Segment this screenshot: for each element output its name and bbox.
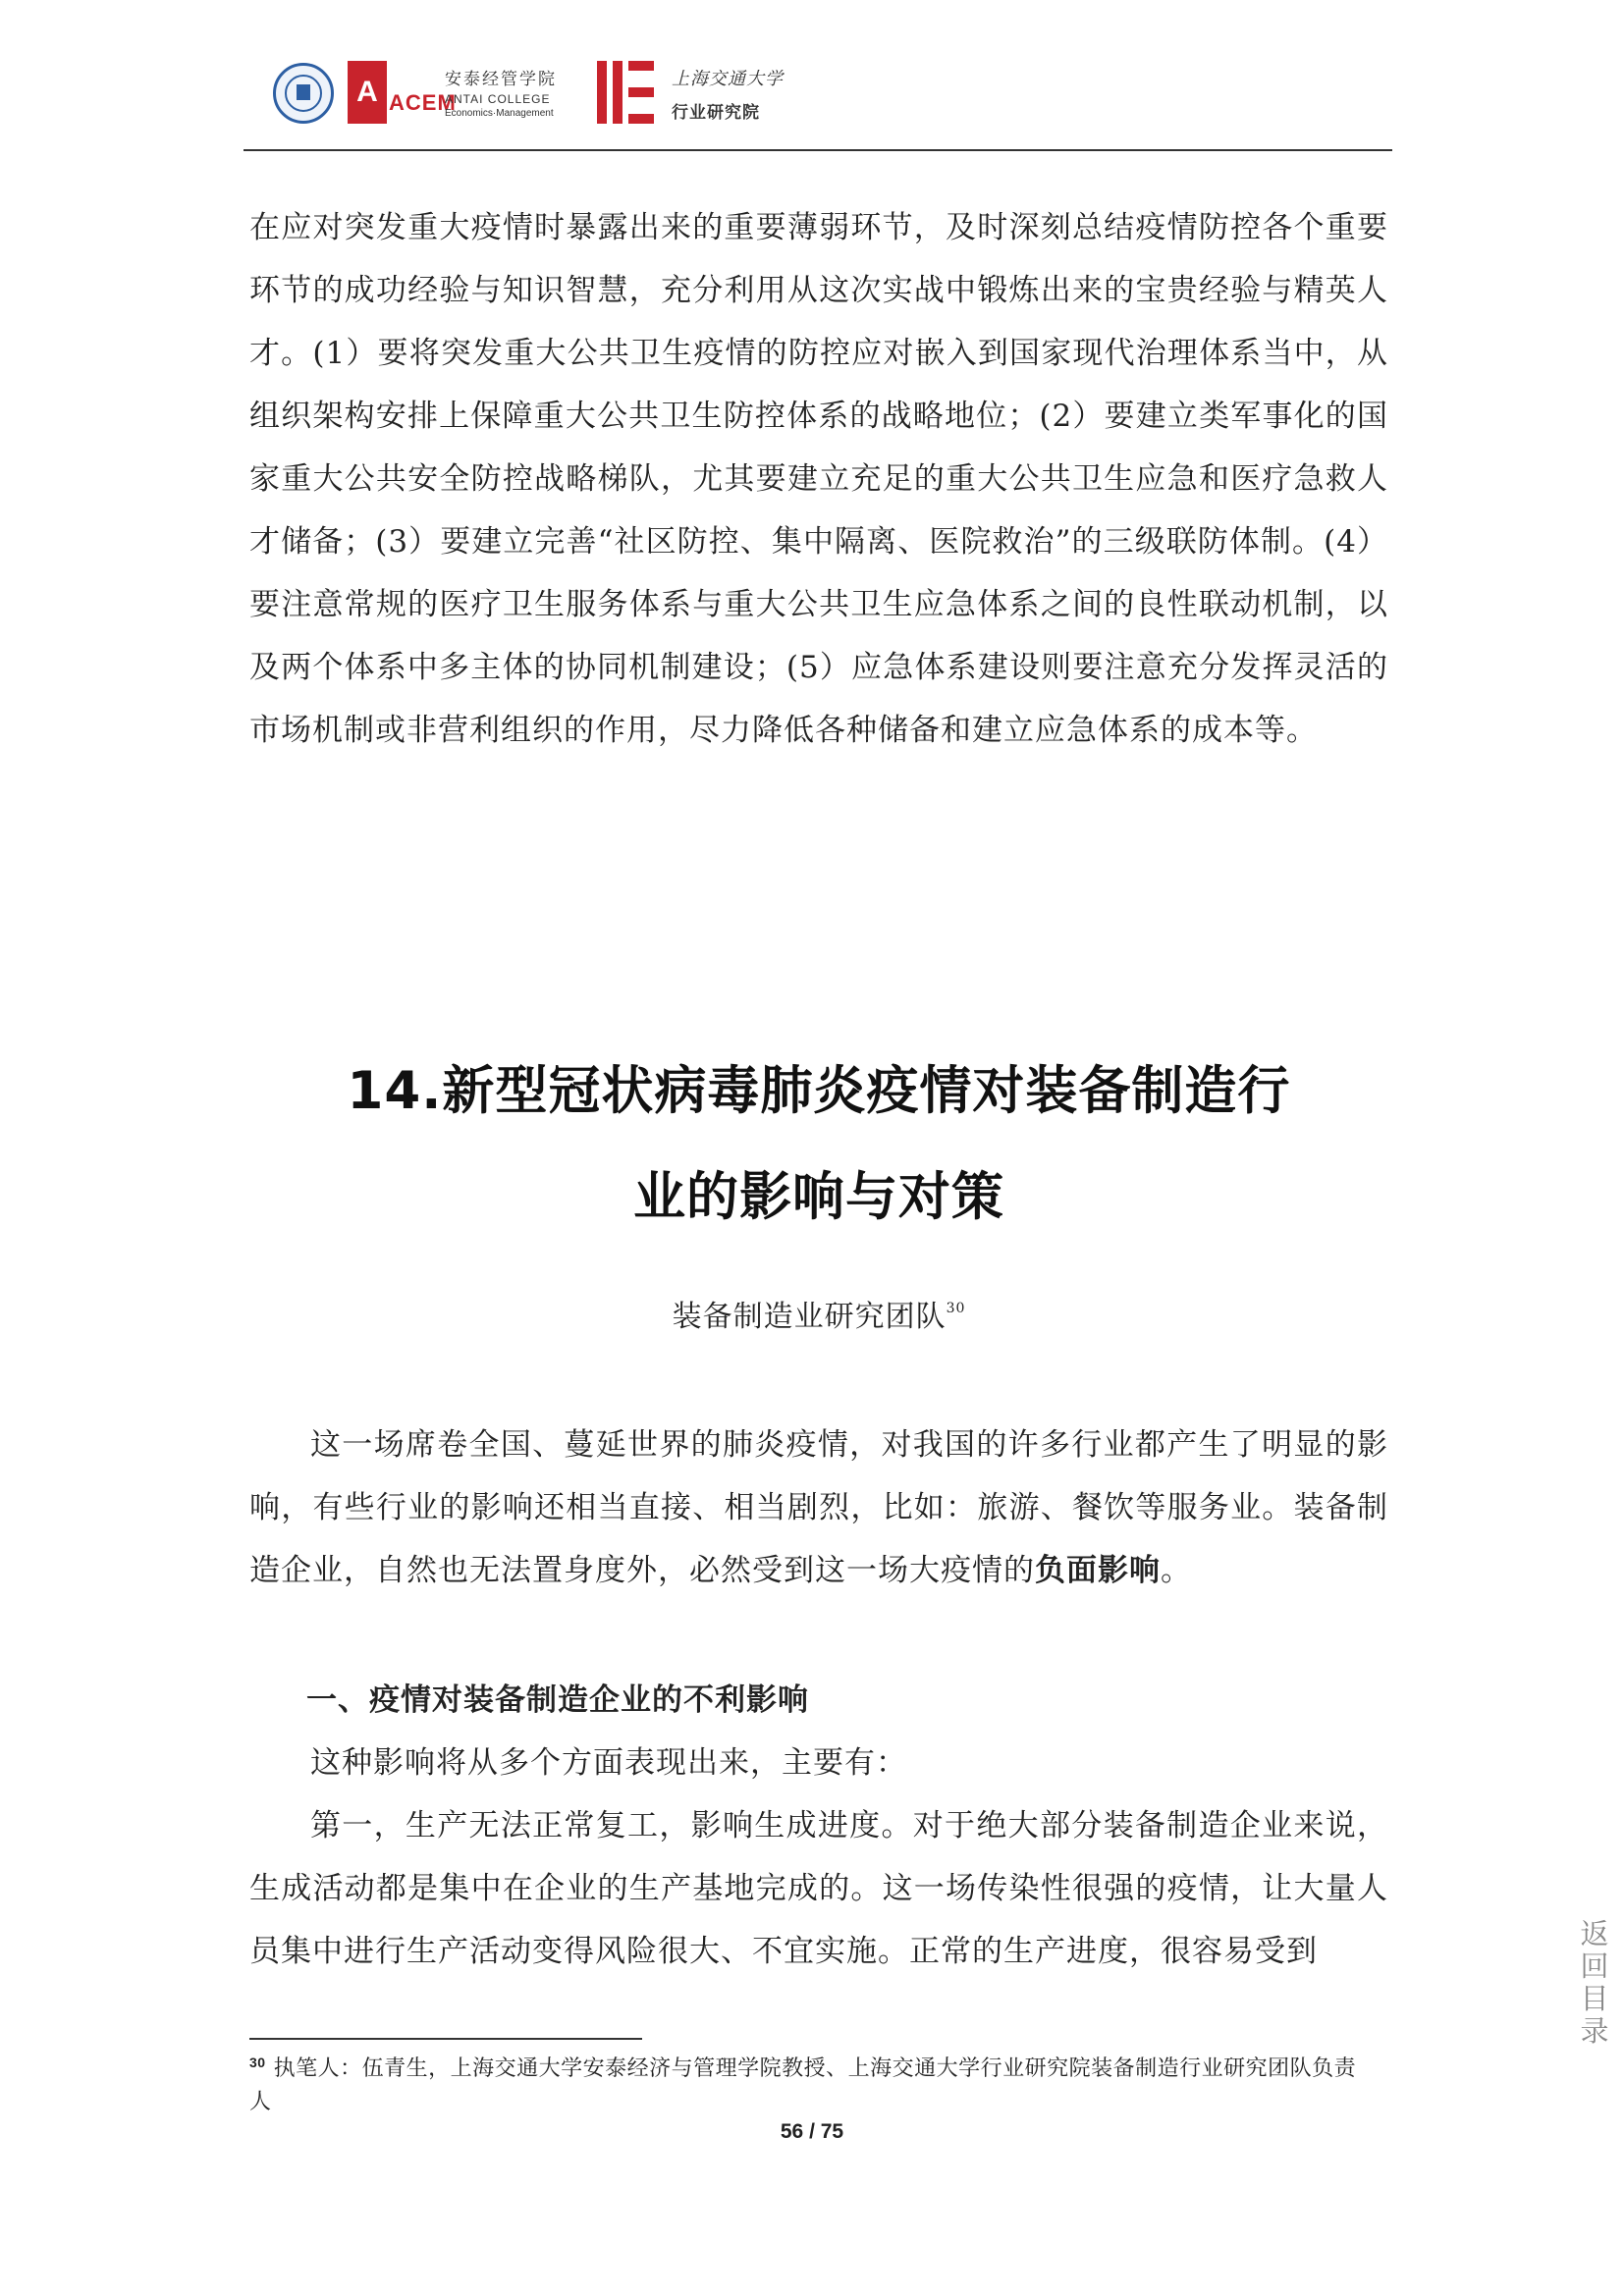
footnote-ref: 30 xyxy=(946,1301,966,1316)
lead-bold-text: 负面影响 xyxy=(1035,1553,1161,1588)
institute-name xyxy=(672,65,784,123)
institute-logo xyxy=(597,61,654,124)
college-name-cn: 安泰经管学院 xyxy=(445,70,557,88)
article-title-line2: 业的影响与对策 xyxy=(633,1167,1004,1227)
paragraph-2: 这种影响将从多个方面表现出来，主要有： xyxy=(310,1745,907,1781)
footnote-divider xyxy=(249,2038,642,2040)
acem-logo-text: ACEM xyxy=(389,90,457,115)
footnote-number: 30 xyxy=(249,2055,266,2070)
sjtu-seal-logo xyxy=(273,63,334,124)
author-line xyxy=(249,1292,1388,1335)
article-title-line1: 14.新型冠状病毒肺炎疫情对装备制造行 xyxy=(347,1061,1291,1121)
paragraph-3: 第一，生产无法正常复工，影响生成进度。对于绝大部分装备制造企业来说，生成活动都是集中在企业的生产基地完成的。这一场传染性很强的疫情，让大量人员集中进行生产活动变得风险很大、不宜实施。正常的生产进度，很容易受到 xyxy=(249,1808,1388,1969)
lead-text: 这一场席卷全国、蔓延世界的肺炎疫情，对我国的许多行业都产生了明显的影响，有些行业的影响还相当直接、相当剧烈，比如：旅游、餐饮等服务业。装备制造企业，自然也无法置身度外，必然受到这一场大疫情的 xyxy=(249,1427,1388,1588)
header-divider xyxy=(244,149,1392,151)
section-heading: 一、疫情对装备制造企业的不利影响 xyxy=(306,1682,809,1718)
acem-logo: A ACEM xyxy=(348,61,446,126)
college-name-en: ANTAI COLLEGE xyxy=(445,92,551,106)
lead-paragraph xyxy=(249,1414,1388,1602)
college-name xyxy=(445,65,557,119)
author-name: 装备制造业研究团队 xyxy=(672,1300,947,1334)
university-name: 上海交通大学 xyxy=(672,69,784,89)
footnote-text: 执笔人：伍青生，上海交通大学安泰经济与管理学院教授、上海交通大学行业研究院装备制造行业研究团队负责人 xyxy=(249,2056,1357,2114)
college-subtitle: Economics·Management xyxy=(445,108,554,119)
intro-paragraph: 在应对突发重大疫情时暴露出来的重要薄弱环节，及时深刻总结疫情防控各个重要环节的成功经验与知识智慧，充分利用从这次实战中锻炼出来的宝贵经验与精英人才。(1）要将突发重大公共卫生疫情的防控应对嵌入到国家现代治理体系当中，从组织架构安排上保障重大公共卫生防控体系的战略地位；(2）要建立类军事化的国家重大公共安全防控战略梯队，尤其要建立充足的重大公共卫生应急和医疗急救人才储备；(3）要建立完善“社区防控、集中隔离、医院救治”的三级联防体制。(4）要注意常规的医疗卫生服务体系与重大公共卫生应急体系之间的良性联动机制，以及两个体系中多主体的协同机制建设；(5）应急体系建设则要注意充分发挥灵活的市场机制或非营利组织的作用，尽力降低各种储备和建立应急体系的成本等。 xyxy=(249,210,1388,748)
lead-end: 。 xyxy=(1161,1553,1192,1588)
page-number: 56 / 75 xyxy=(780,2120,844,2143)
footnote xyxy=(249,2046,1369,2119)
back-to-toc-link[interactable]: 返回目录 xyxy=(1580,1917,1609,2048)
institute-title: 行业研究院 xyxy=(672,103,760,122)
page-header xyxy=(265,61,1394,130)
article-title xyxy=(249,1039,1388,1251)
